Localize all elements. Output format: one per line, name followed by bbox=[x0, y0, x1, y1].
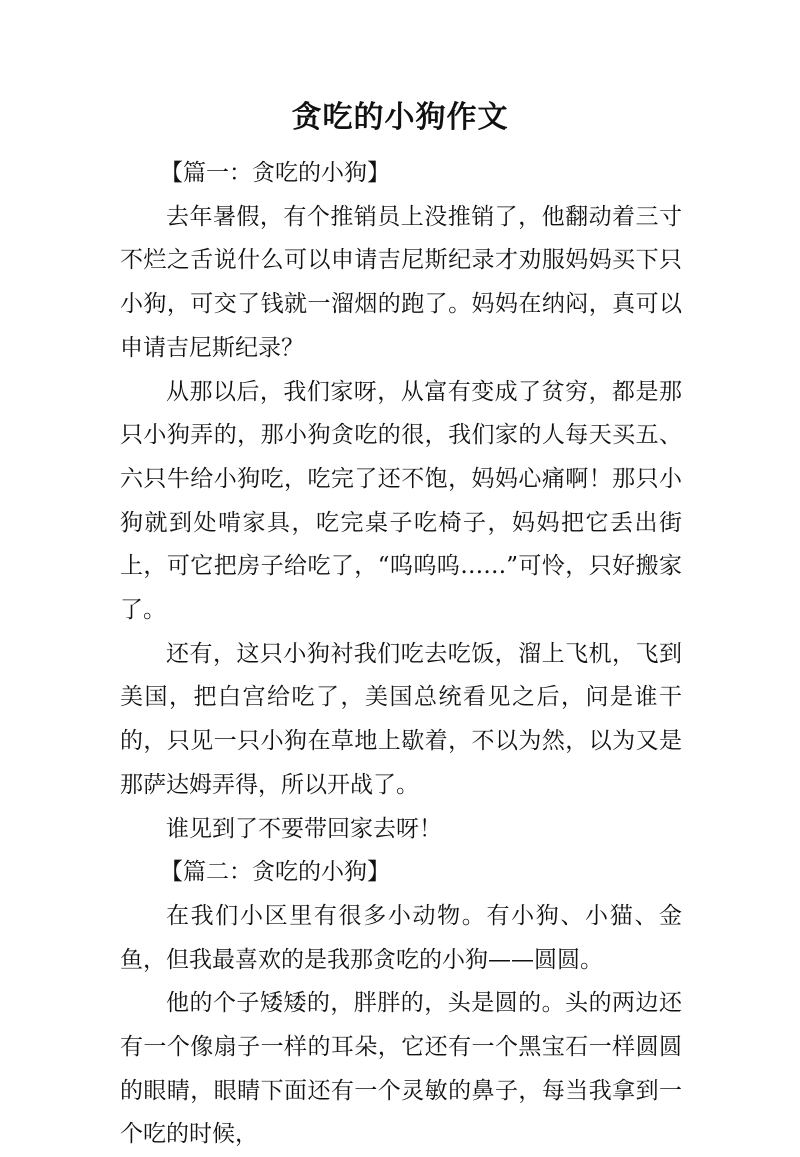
paragraph: 还有，这只小狗衬我们吃去吃饭，溜上飞机，飞到美国，把白宫给吃了，美国总统看见之后，问是谁干的，只见一只小狗在草地上歇着，不以为然，以为又是那萨达姆弄得，所以开战了。 bbox=[120, 640, 682, 798]
paragraph: 他的个子矮矮的，胖胖的，头是圆的。头的两边还有一个像扇子一样的耳朵，它还有一个黑宝石一样圆圆的眼睛，眼睛下面还有一个灵敏的鼻子，每当我拿到一个吃的时候， bbox=[120, 990, 682, 1148]
section-heading-2: 【篇二：贪吃的小狗】 bbox=[160, 859, 390, 886]
document-body bbox=[120, 152, 682, 1157]
paragraph: 去年暑假，有个推销员上没推销了，他翻动着三寸不烂之舌说什么可以申请吉尼斯纪录才劝服妈妈买下只小狗，可交了钱就一溜烟的跑了。妈妈在纳闷，真可以申请吉尼斯纪录？ bbox=[120, 203, 682, 361]
document-title: 贪吃的小狗作文 bbox=[291, 100, 509, 135]
paragraph: 在我们小区里有很多小动物。有小狗、小猫、金鱼，但我最喜欢的是我那贪吃的小狗——圆圆。 bbox=[120, 902, 682, 973]
paragraph: 谁见到了不要带回家去呀！ bbox=[166, 815, 442, 842]
paragraph: 从那以后，我们家呀，从富有变成了贫穷，都是那只小狗弄的，那小狗贪吃的很，我们家的人每天买五、六只牛给小狗吃，吃完了还不饱，妈妈心痛啊！那只小狗就到处啃家具，吃完桌子吃椅子，妈妈把它丢出街上，可它把房子给吃了，“呜呜呜……”可怜，只好搬家了。 bbox=[120, 378, 682, 624]
section-heading-1: 【篇一：贪吃的小狗】 bbox=[160, 160, 390, 186]
